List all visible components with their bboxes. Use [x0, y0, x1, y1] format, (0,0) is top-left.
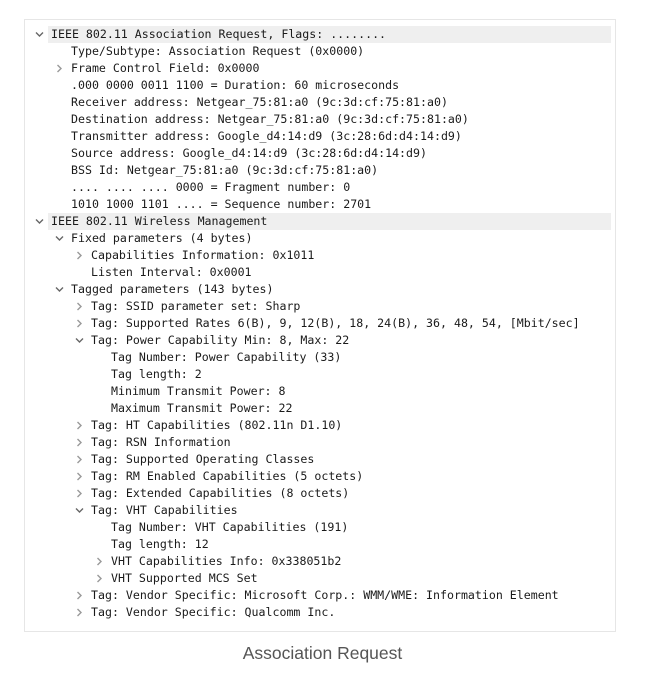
tree-item-label: Destination address: Netgear_75:81:a0 (9c:3d:cf:75:81:a0) — [71, 112, 469, 126]
tree-item[interactable] — [25, 604, 615, 621]
chevron-right-icon[interactable] — [73, 468, 85, 485]
tree-item-label: Minimum Transmit Power: 8 — [111, 384, 286, 398]
chevron-right-icon[interactable] — [73, 434, 85, 451]
figure-caption: Association Request — [242, 643, 403, 663]
tree-item-label: Tagged parameters (143 bytes) — [71, 282, 274, 296]
tree-item-label: Tag: Vendor Specific: Qualcomm Inc. — [91, 605, 336, 619]
tree-item[interactable] — [25, 332, 615, 349]
tree-item-label: Receiver address: Netgear_75:81:a0 (9c:3d:cf:75:81:a0) — [71, 95, 448, 109]
tree-item[interactable] — [25, 43, 615, 60]
tree-item-label: Tag: Power Capability Min: 8, Max: 22 — [91, 333, 350, 347]
tree-item[interactable] — [25, 587, 615, 604]
tree-item-label: Tag: Supported Operating Classes — [91, 452, 315, 466]
tree-item-label: VHT Supported MCS Set — [111, 571, 258, 585]
chevron-right-icon[interactable] — [73, 315, 85, 332]
chevron-right-icon[interactable] — [93, 570, 105, 587]
tree-item-label: VHT Capabilities Info: 0x338051b2 — [111, 554, 342, 568]
tree-item-label: IEEE 802.11 Wireless Management — [51, 214, 268, 228]
chevron-down-icon[interactable] — [73, 332, 85, 349]
tree-item[interactable] — [25, 162, 615, 179]
tree-item[interactable] — [25, 553, 615, 570]
chevron-down-icon[interactable] — [73, 502, 85, 519]
tree-item[interactable] — [25, 281, 615, 298]
tree-item-label: Tag: Supported Rates 6(B), 9, 12(B), 18, 24(B), 36, 48, 54, [Mbit/sec] — [91, 316, 580, 330]
tree-item[interactable] — [25, 451, 615, 468]
tree-item-label: .... .... .... 0000 = Fragment number: 0 — [71, 180, 351, 194]
tree-item[interactable] — [25, 434, 615, 451]
tree-item-label: 1010 1000 1101 .... = Sequence number: 2701 — [71, 197, 372, 211]
tree-item-label: BSS Id: Netgear_75:81:a0 (9c:3d:cf:75:81:a0) — [71, 163, 379, 177]
tree-item-label: Tag Number: VHT Capabilities (191) — [111, 520, 349, 534]
tree-item[interactable] — [25, 400, 615, 417]
protocol-header-row[interactable] — [25, 26, 615, 43]
chevron-right-icon[interactable] — [73, 417, 85, 434]
chevron-right-icon[interactable] — [73, 247, 85, 264]
tree-item-label: Tag: RM Enabled Capabilities (5 octets) — [91, 469, 364, 483]
tree-item[interactable] — [25, 196, 615, 213]
tree-item-label: Tag length: 12 — [111, 537, 209, 551]
tree-item-label: Tag: HT Capabilities (802.11n D1.10) — [91, 418, 343, 432]
chevron-down-icon[interactable] — [53, 281, 65, 298]
tree-item[interactable] — [25, 94, 615, 111]
tree-item-label: Fixed parameters (4 bytes) — [71, 231, 253, 245]
tree-item[interactable] — [25, 485, 615, 502]
packet-details-panel — [24, 19, 616, 632]
tree-item-label: Maximum Transmit Power: 22 — [111, 401, 293, 415]
tree-item-label: Transmitter address: Google_d4:14:d9 (3c:28:6d:d4:14:d9) — [71, 129, 462, 143]
tree-item-label: IEEE 802.11 Association Request, Flags: ........ — [51, 27, 387, 41]
chevron-right-icon[interactable] — [73, 298, 85, 315]
chevron-down-icon[interactable] — [53, 230, 65, 247]
tree-item[interactable] — [25, 264, 615, 281]
tree-item-label: Source address: Google_d4:14:d9 (3c:28:6d:d4:14:d9) — [71, 146, 427, 160]
tree-item[interactable] — [25, 145, 615, 162]
chevron-right-icon[interactable] — [93, 553, 105, 570]
tree-item-label: Tag Number: Power Capability (33) — [111, 350, 342, 364]
tree-item[interactable] — [25, 60, 615, 77]
tree-item[interactable] — [25, 502, 615, 519]
protocol-header-row[interactable] — [25, 213, 615, 230]
chevron-down-icon[interactable] — [33, 26, 45, 43]
tree-item[interactable] — [25, 128, 615, 145]
tree-item[interactable] — [25, 366, 615, 383]
tree-item[interactable] — [25, 111, 615, 128]
chevron-down-icon[interactable] — [33, 213, 45, 230]
tree-item[interactable] — [25, 77, 615, 94]
tree-item-label: Type/Subtype: Association Request (0x0000) — [71, 44, 365, 58]
tree-item-label: Tag: SSID parameter set: Sharp — [91, 299, 301, 313]
tree-item[interactable] — [25, 349, 615, 366]
tree-item[interactable] — [25, 468, 615, 485]
chevron-right-icon[interactable] — [73, 451, 85, 468]
tree-item-label: Tag: Vendor Specific: Microsoft Corp.: WMM/WME: Information Element — [91, 588, 559, 602]
tree-item[interactable] — [25, 519, 615, 536]
packet-details-tree — [25, 26, 615, 621]
tree-item[interactable] — [25, 383, 615, 400]
tree-item-label: Tag: RSN Information — [91, 435, 231, 449]
tree-item-label: Frame Control Field: 0x0000 — [71, 61, 260, 75]
tree-item[interactable] — [25, 315, 615, 332]
tree-item-label: Tag: VHT Capabilities — [91, 503, 238, 517]
tree-item[interactable] — [25, 570, 615, 587]
tree-item[interactable] — [25, 298, 615, 315]
chevron-right-icon[interactable] — [73, 604, 85, 621]
chevron-right-icon[interactable] — [53, 60, 65, 77]
tree-item[interactable] — [25, 417, 615, 434]
tree-item[interactable] — [25, 230, 615, 247]
tree-item-label: Listen Interval: 0x0001 — [91, 265, 252, 279]
chevron-right-icon[interactable] — [73, 485, 85, 502]
chevron-right-icon[interactable] — [73, 587, 85, 604]
tree-item[interactable] — [25, 536, 615, 553]
tree-item-label: .000 0000 0011 1100 = Duration: 60 microseconds — [71, 78, 400, 92]
tree-item-label: Tag: Extended Capabilities (8 octets) — [91, 486, 350, 500]
tree-item[interactable] — [25, 179, 615, 196]
tree-item-label: Capabilities Information: 0x1011 — [91, 248, 315, 262]
tree-item-label: Tag length: 2 — [111, 367, 202, 381]
tree-item[interactable] — [25, 247, 615, 264]
